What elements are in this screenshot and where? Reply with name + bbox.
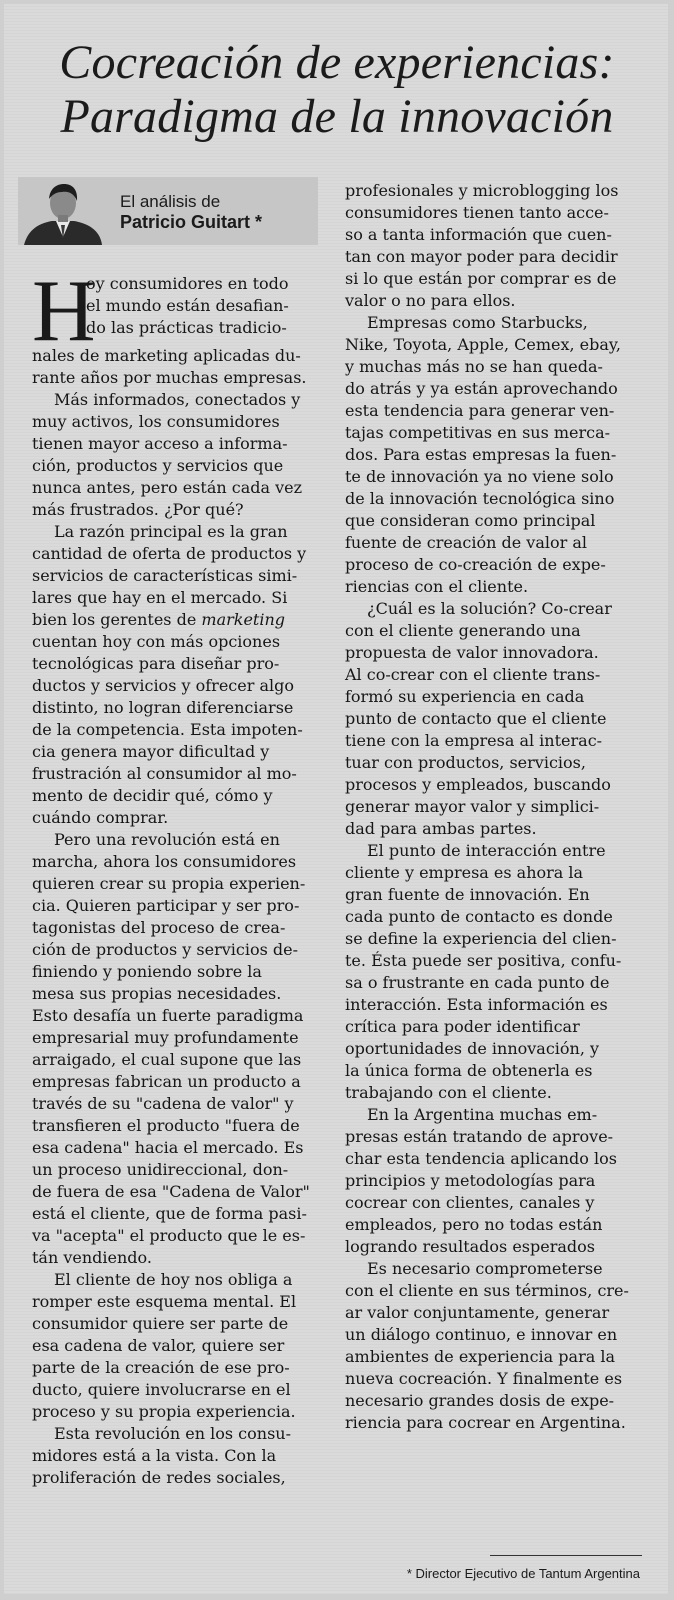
text-line: El cliente de hoy nos obliga a xyxy=(54,1270,293,1289)
paragraph xyxy=(32,521,332,829)
paragraph xyxy=(32,1269,332,1423)
paragraph xyxy=(345,180,647,312)
text-line: servicios de características simi- xyxy=(32,566,298,585)
text-line: tienen mayor acceso a informa- xyxy=(32,434,288,453)
text-line: transfieren el producto "fuera de xyxy=(32,1116,300,1135)
text-line: gran fuente de innovación. En xyxy=(345,885,590,904)
byline-prefix: El análisis de xyxy=(120,192,221,211)
text-line: más frustrados. ¿Por qué? xyxy=(32,500,244,519)
text-line: ductos y servicios y ofrecer algo xyxy=(32,676,294,695)
text-line: principios y metodologías para xyxy=(345,1171,596,1190)
text-line: tiene con la empresa al interac- xyxy=(345,731,603,750)
text-line: En la Argentina muchas em- xyxy=(367,1105,598,1124)
text-line: de la innovación tecnológica sino xyxy=(345,489,615,508)
text-line: nunca antes, pero están cada vez xyxy=(32,478,303,497)
text-line: riencia para cocrear en Argentina. xyxy=(345,1413,626,1432)
text-line: oy consumidores en todo xyxy=(86,274,289,293)
text-line: está el cliente, que de forma pasi- xyxy=(32,1204,307,1223)
paragraph xyxy=(345,598,647,840)
text-line: cliente y empresa es ahora la xyxy=(345,863,584,882)
text-line: fuente de creación de valor al xyxy=(345,533,588,552)
article-column-right xyxy=(345,180,647,1434)
text-line: dad para ambas partes. xyxy=(345,819,537,838)
text-line: nueva cocreación. Y finalmente es xyxy=(345,1369,623,1388)
text-line: tuar con productos, servicios, xyxy=(345,753,586,772)
headline-line-2: Paradigma de la innovación xyxy=(60,90,614,143)
paragraph xyxy=(32,389,332,521)
text-line: trabajando con el cliente. xyxy=(345,1083,552,1102)
text-line: propuesta de valor innovadora. xyxy=(345,643,599,662)
text-line: cantidad de oferta de productos y xyxy=(32,544,307,563)
text-line: muy activos, los consumidores xyxy=(32,412,280,431)
text-line: parte de la creación de ese pro- xyxy=(32,1358,290,1377)
text-line: procesos y empleados, buscando xyxy=(345,775,611,794)
text-line: te de innovación ya no viene solo xyxy=(345,467,614,486)
text-line: con el cliente generando una xyxy=(345,621,581,640)
text-line: tán vendiendo. xyxy=(32,1248,152,1267)
text-line: Empresas como Starbucks, xyxy=(367,313,588,332)
text-line: proceso y su propia experiencia. xyxy=(32,1402,296,1421)
text-line: ción, productos y servicios que xyxy=(32,456,284,475)
text-line: y muchas más no se han queda- xyxy=(345,357,603,376)
text-line: sa o frustrante en cada punto de xyxy=(345,973,610,992)
author-photo xyxy=(22,179,104,245)
text-line: crítica para poder identificar xyxy=(345,1017,580,1036)
text-line: si lo que están por comprar es de xyxy=(345,269,617,288)
text-line: proliferación de redes sociales, xyxy=(32,1468,286,1487)
text-line: un proceso unidireccional, don- xyxy=(32,1160,289,1179)
text-line: de la competencia. Esta impoten- xyxy=(32,720,303,739)
text-line: oportunidades de innovación, y xyxy=(345,1039,600,1058)
text-line: finiendo y poniendo sobre la xyxy=(32,962,262,981)
text-line: el mundo están desafian- xyxy=(86,296,289,315)
text-line: generar mayor valor y simplici- xyxy=(345,797,600,816)
text-line: do las prácticas tradicio- xyxy=(86,318,287,337)
text-line: presas están tratando de aprove- xyxy=(345,1127,614,1146)
text-line: Esta revolución en los consu- xyxy=(54,1424,291,1443)
text-line: distinto, no logran diferenciarse xyxy=(32,698,294,717)
text-line: Esto desafía un fuerte paradigma xyxy=(32,1006,304,1025)
text-line: quieren crear su propia experien- xyxy=(32,874,306,893)
text-line: logrando resultados esperados xyxy=(345,1237,595,1256)
drop-cap: H xyxy=(32,263,96,360)
text-line: esta tendencia para generar ven- xyxy=(345,401,615,420)
text-line: nales de marketing aplicadas du- xyxy=(32,346,301,365)
paragraph xyxy=(345,1258,647,1434)
text-line: formó su experiencia en cada xyxy=(345,687,585,706)
text-line: valor o no para ellos. xyxy=(345,291,516,310)
text-line: do atrás y ya están aprovechando xyxy=(345,379,618,398)
text-line: so a tanta información que cuen- xyxy=(345,225,612,244)
text-line: de fuera de esa "Cadena de Valor" xyxy=(32,1182,310,1201)
text-line: esa cadena de valor, quiere ser xyxy=(32,1336,285,1355)
text-line: interacción. Esta información es xyxy=(345,995,608,1014)
paragraph xyxy=(345,312,647,598)
text-line: tecnológicas para diseñar pro- xyxy=(32,654,280,673)
article-column-left xyxy=(32,263,332,1489)
text-line: cocrear con clientes, canales y xyxy=(345,1193,595,1212)
text-line: char esta tendencia aplicando los xyxy=(345,1149,617,1168)
text-line: cada punto de contacto es donde xyxy=(345,907,613,926)
text-line: se define la experiencia del clien- xyxy=(345,929,617,948)
text-line: tan con mayor poder para decidir xyxy=(345,247,618,266)
headline-line-1: Cocreación de experiencias: xyxy=(59,36,615,89)
author-name: Patricio Guitart * xyxy=(120,212,263,232)
author-footnote: * Director Ejecutivo de Tantum Argentina xyxy=(406,1566,640,1581)
text-line: ar valor conjuntamente, generar xyxy=(345,1303,610,1322)
text-line: empresarial muy profundamente xyxy=(32,1028,299,1047)
text-line: mento de decidir qué, cómo y xyxy=(32,786,273,805)
text-line: punto de contacto que el cliente xyxy=(345,709,607,728)
text-line: arraigado, el cual supone que las xyxy=(32,1050,302,1069)
text-line: proceso de co-creación de expe- xyxy=(345,555,606,574)
text-line: ¿Cuál es la solución? Co-crear xyxy=(367,599,612,618)
text-line: necesario grandes dosis de expe- xyxy=(345,1391,615,1410)
text-line: Nike, Toyota, Apple, Cemex, ebay, xyxy=(345,335,621,354)
article-headline xyxy=(0,36,674,144)
paragraph xyxy=(32,1423,332,1489)
text-line: empresas fabrican un producto a xyxy=(32,1072,301,1091)
text-line: la única forma de obtenerla es xyxy=(345,1061,593,1080)
text-line: tagonistas del proceso de crea- xyxy=(32,918,286,937)
footnote-divider xyxy=(490,1555,642,1556)
text-line: profesionales y microblogging los xyxy=(345,181,619,200)
text-line: un diálogo continuo, e innovar en xyxy=(345,1325,618,1344)
text-line: ción de productos y servicios de- xyxy=(32,940,299,959)
text-line: través de su "cadena de valor" y xyxy=(32,1094,294,1113)
text-line: te. Ésta puede ser positiva, confu- xyxy=(345,951,622,970)
byline xyxy=(18,177,318,245)
text-line: romper este esquema mental. El xyxy=(32,1292,297,1311)
text-line: consumidor quiere ser parte de xyxy=(32,1314,289,1333)
text-line: cuándo comprar. xyxy=(32,808,169,827)
text-line: va "acepta" el producto que le es- xyxy=(32,1226,306,1245)
text-line: esa cadena" hacia el mercado. Es xyxy=(32,1138,304,1157)
text-line: dos. Para estas empresas la fuen- xyxy=(345,445,617,464)
text-line: Es necesario comprometerse xyxy=(367,1259,603,1278)
paragraph xyxy=(32,829,332,1269)
text-line: ambientes de experiencia para la xyxy=(345,1347,615,1366)
text-line: Pero una revolución está en xyxy=(54,830,280,849)
text-line: Más informados, conectados y xyxy=(54,390,301,409)
text-line: lares que hay en el mercado. Si xyxy=(32,588,288,607)
text-line: Al co-crear con el cliente trans- xyxy=(345,665,601,684)
text-line: El punto de interacción entre xyxy=(367,841,606,860)
text-line: ducto, quiere involucrarse en el xyxy=(32,1380,291,1399)
text-line: cia genera mayor dificultad y xyxy=(32,742,270,761)
text-line: bien los gerentes de marketing xyxy=(32,610,286,629)
paragraph xyxy=(345,1104,647,1258)
text-line: consumidores tienen tanto acce- xyxy=(345,203,609,222)
text-line: midores está a la vista. Con la xyxy=(32,1446,277,1465)
byline-text xyxy=(120,191,262,233)
text-line: tajas competitivas en sus merca- xyxy=(345,423,611,442)
text-line: cia. Quieren participar y ser pro- xyxy=(32,896,300,915)
text-line: riencias con el cliente. xyxy=(345,577,529,596)
text-line: mesa sus propias necesidades. xyxy=(32,984,282,1003)
text-line: cuentan hoy con más opciones xyxy=(32,632,281,651)
paragraph xyxy=(345,840,647,1104)
author-photo-icon xyxy=(22,179,104,245)
text-line: con el cliente en sus términos, cre- xyxy=(345,1281,629,1300)
text-line: frustración al consumidor al mo- xyxy=(32,764,297,783)
text-line: rante años por muchas empresas. xyxy=(32,368,307,387)
text-line: marcha, ahora los consumidores xyxy=(32,852,297,871)
text-line: que consideran como principal xyxy=(345,511,596,530)
text-line: La razón principal es la gran xyxy=(54,522,288,541)
emphasis: marketing xyxy=(201,610,286,629)
text-line: empleados, pero no todas están xyxy=(345,1215,603,1234)
